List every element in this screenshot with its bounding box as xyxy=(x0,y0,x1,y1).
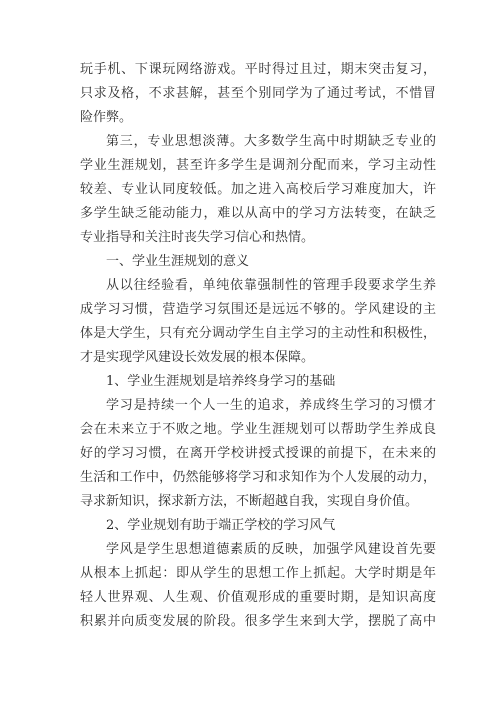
text-line: 寻求新知识，探求新方法，不断超越自我，实现自身价值。 xyxy=(80,494,419,509)
paragraph-first-line: 从以往经验看，单纯依靠强制性的管理手段要求学生养 xyxy=(106,278,436,293)
text-line: 体是大学生，只有充分调动学生自主学习的主动性和积极性， xyxy=(80,326,436,341)
text-line: 较差、专业认同度较低。加之进入高校后学习难度加大，许 xyxy=(80,182,436,197)
section-heading: 一、学业生涯规划的意义 xyxy=(106,254,250,269)
subsection-heading: 2、学业规划有助于端正学校的学习风气 xyxy=(106,518,336,533)
subsection-heading: 1、学业生涯规划是培养终身学习的基础 xyxy=(106,374,336,389)
text-line: 只求及格，不求甚解，甚至个别同学为了通过考试，不惜冒 xyxy=(80,86,436,101)
text-line: 专业指导和关注时丧失学习信心和热情。 xyxy=(80,230,315,245)
text-line: 多学生缺乏能动能力，难以从高中的学习方法转变，在缺乏 xyxy=(80,206,436,221)
text-line: 成学习习惯，营造学习氛围还是远远不够的。学风建设的主 xyxy=(80,302,436,317)
paragraph-first-line: 学风是学生思想道德素质的反映，加强学风建设首先要 xyxy=(106,542,436,557)
text-line: 生活和工作中，仍然能够将学习和求知作为个人发展的动力， xyxy=(80,470,436,485)
paragraph-first-line: 学习是持续一个人一生的追求，养成终生学习的习惯才 xyxy=(106,398,436,413)
paragraph-first-line: 第三，专业思想淡薄。大多数学生高中时期缺乏专业的 xyxy=(106,134,436,149)
text-line: 玩手机、下课玩网络游戏。平时得过且过，期末突击复习， xyxy=(80,62,436,77)
text-line: 好的学习习惯，在离开学校讲授式授课的前提下，在未来的 xyxy=(80,446,436,461)
text-line: 积累并向质变发展的阶段。很多学生来到大学，摆脱了高中 xyxy=(80,614,436,629)
text-line: 才是实现学风建设长效发展的根本保障。 xyxy=(80,350,315,365)
text-line: 学业生涯规划，甚至许多学生是调剂分配而来，学习主动性 xyxy=(80,158,436,173)
text-line: 从根本上抓起：即从学生的思想工作上抓起。大学时期是年 xyxy=(80,566,436,581)
text-line: 险作弊。 xyxy=(80,110,133,125)
document-body xyxy=(80,58,436,634)
text-line: 轻人世界观、人生观、价值观形成的重要时期，是知识高度 xyxy=(80,590,436,605)
text-line: 会在未来立于不败之地。学业生涯规划可以帮助学生养成良 xyxy=(80,422,436,437)
